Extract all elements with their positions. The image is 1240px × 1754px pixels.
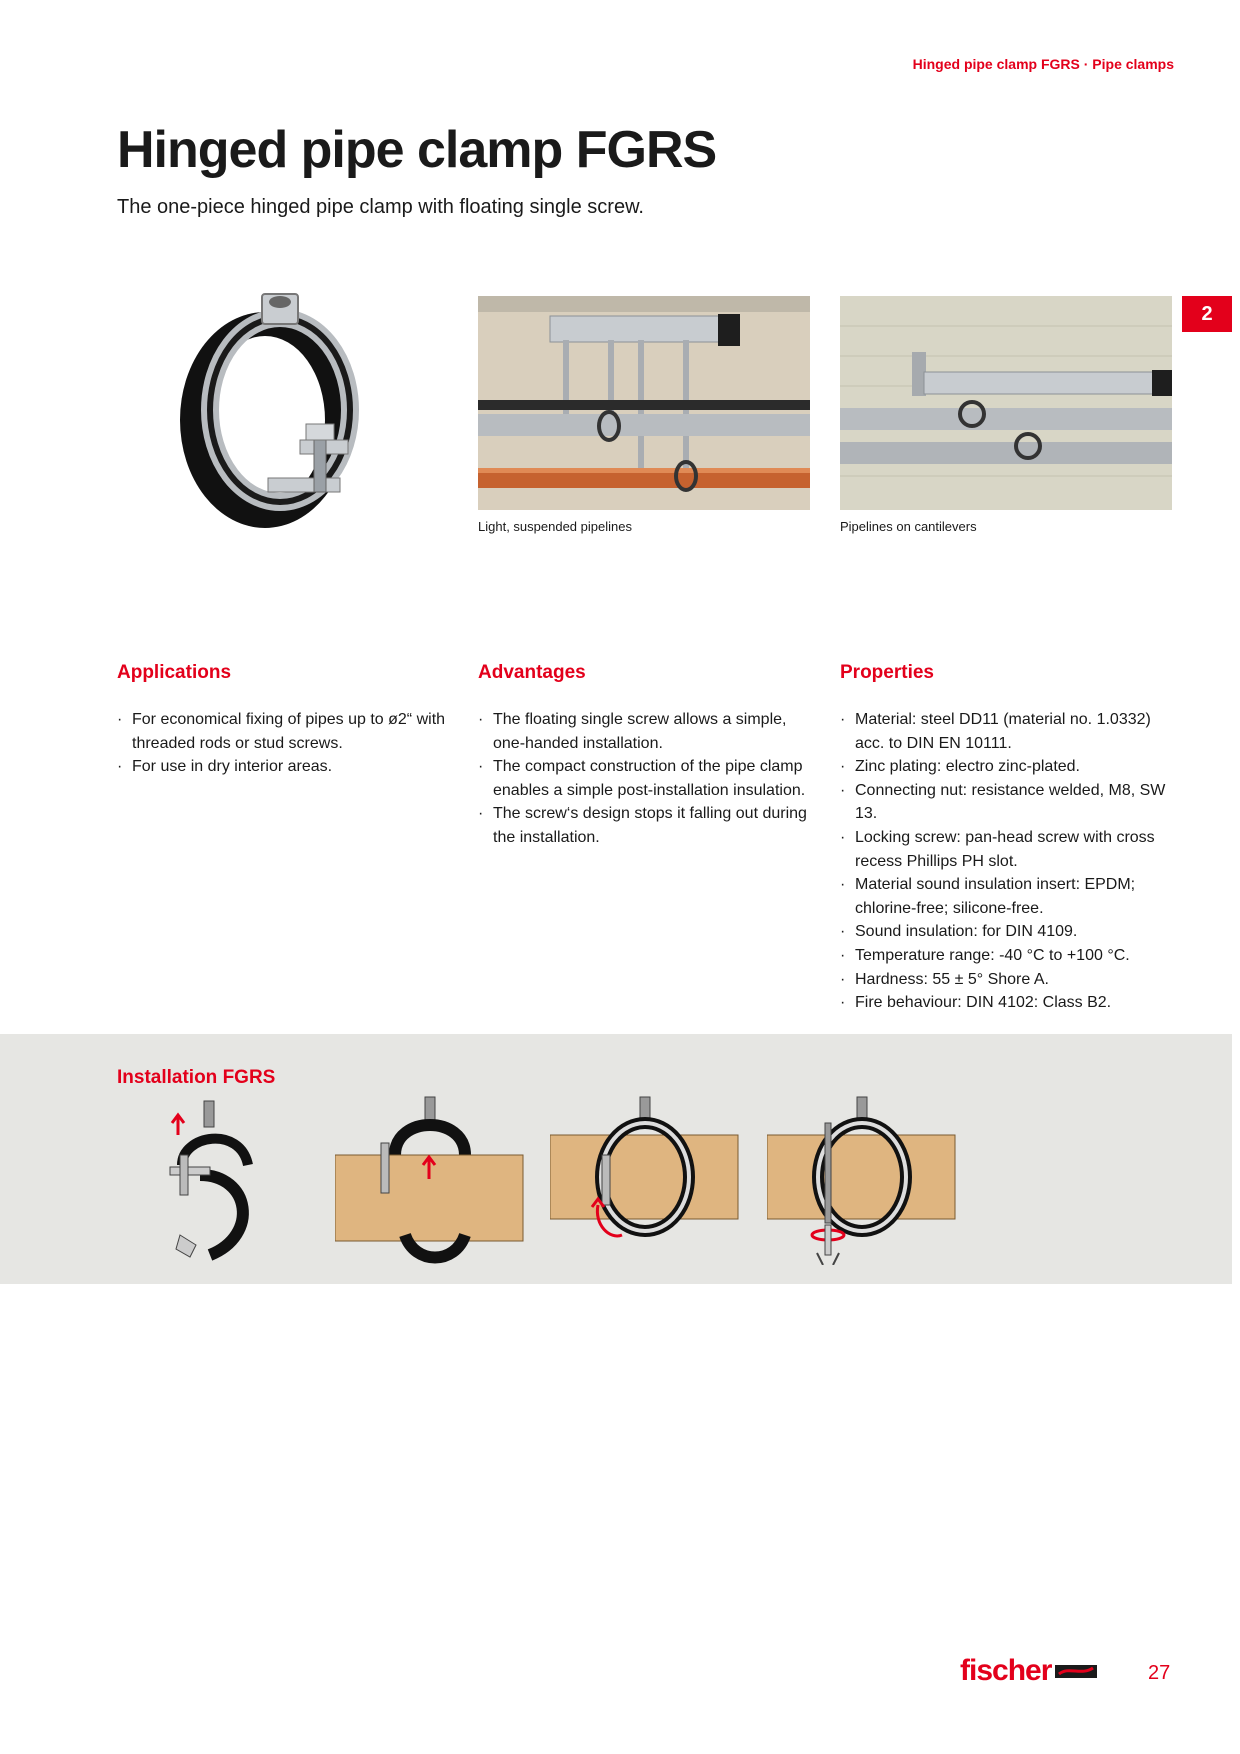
page-number: 27 [1148, 1662, 1171, 1684]
applications-heading: Applications [117, 662, 232, 683]
installation-heading: Installation FGRS [117, 1067, 276, 1088]
photo-caption: Pipelines on cantilevers [840, 519, 977, 534]
installation-step-2 [335, 1095, 525, 1270]
brand-flag-icon [1055, 1662, 1099, 1680]
list-item: · Hardness: 55 ± 5° Shore A. [840, 968, 1170, 992]
list-item: · Material: steel DD11 (material no. 1.0332) acc. to DIN EN 10111. [840, 708, 1170, 755]
brand-wordmark: fischer [960, 1654, 1052, 1687]
list-item: · The compact construction of the pipe clamp enables a simple post-installation insulation. [478, 755, 808, 802]
page-title: Hinged pipe clamp FGRS [117, 121, 717, 179]
properties-section [840, 662, 1170, 1015]
advantages-heading: Advantages [478, 662, 586, 683]
advantages-section [478, 662, 808, 850]
breadcrumb: Hinged pipe clamp FGRS · Pipe clamps [912, 56, 1174, 72]
installation-step-1 [160, 1095, 270, 1270]
list-item: · Material sound insulation insert: EPDM; chlorine-free; silicone-free. [840, 873, 1170, 920]
brand-logo [960, 1654, 1099, 1688]
list-item: · The screw‘s design stops it falling out during the installation. [478, 802, 808, 849]
list-item: · For use in dry interior areas. [117, 755, 447, 779]
installation-step-3 [550, 1095, 740, 1270]
photo-cantilever-pipelines [840, 296, 1172, 510]
installation-step-4 [767, 1095, 957, 1270]
page-subtitle: The one-piece hinged pipe clamp with floating single screw. [117, 196, 644, 218]
photo-suspended-pipelines [478, 296, 810, 510]
photo-caption: Light, suspended pipelines [478, 519, 632, 534]
list-item: · The floating single screw allows a simple, one-handed installation. [478, 708, 808, 755]
list-item: · Connecting nut: resistance welded, M8, SW 13. [840, 779, 1170, 826]
list-item: · Temperature range: -40 °C to +100 °C. [840, 944, 1170, 968]
list-item: · Sound insulation: for DIN 4109. [840, 920, 1170, 944]
product-image [170, 290, 400, 540]
list-item: · For economical fixing of pipes up to ø2“ with threaded rods or stud screws. [117, 708, 447, 755]
list-item: · Zinc plating: electro zinc-plated. [840, 755, 1170, 779]
properties-heading: Properties [840, 662, 934, 683]
chapter-tab[interactable]: 2 [1182, 296, 1232, 332]
applications-section [117, 662, 447, 779]
list-item: · Fire behaviour: DIN 4102: Class B2. [840, 991, 1170, 1015]
list-item: · Locking screw: pan-head screw with cross recess Phillips PH slot. [840, 826, 1170, 873]
